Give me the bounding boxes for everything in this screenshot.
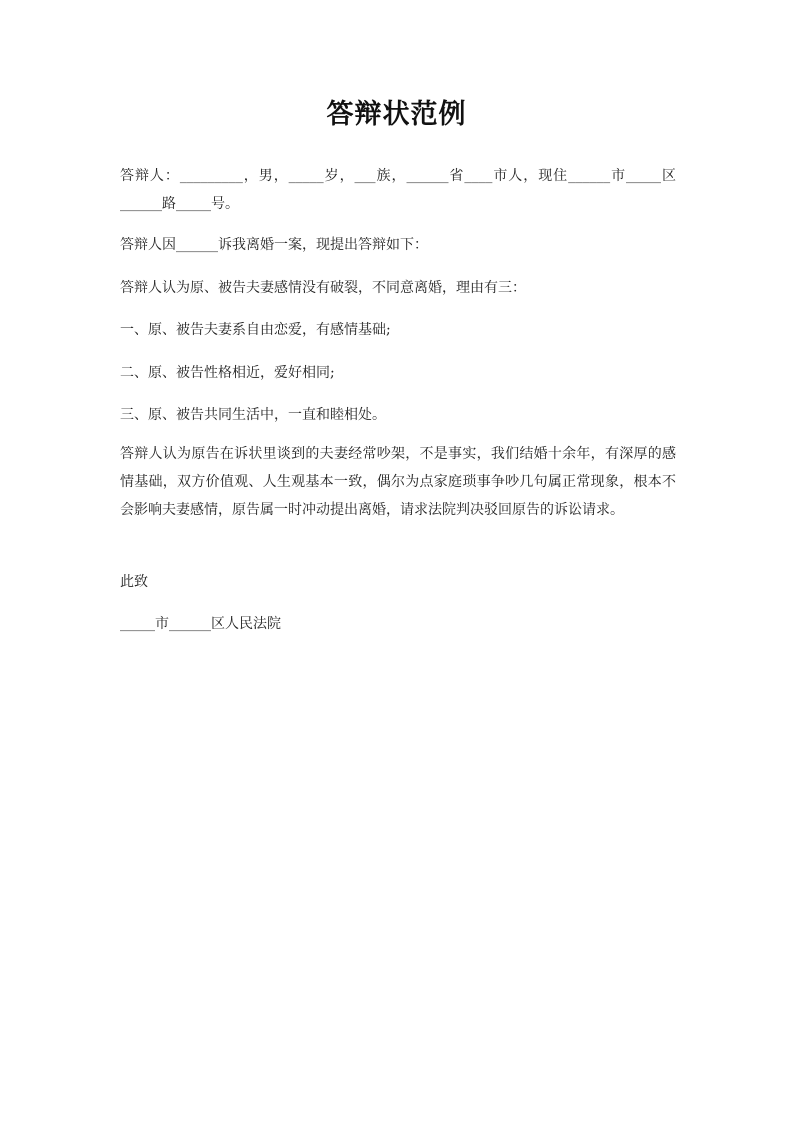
salutation-line: 此致 — [120, 574, 148, 590]
document-title: 答辩状范例 — [326, 99, 467, 130]
reason-one-paragraph: 一、原、被告夫妻系自由恋爱，有感情基础; — [120, 322, 391, 338]
rebuttal-paragraph: 答辩人认为原告在诉状里谈到的夫妻经常吵架，不是事实，我们结婚十余年，有深厚的感情基础，双方价值观、人生观基本一致，偶尔为点家庭琐事争吵几句属正常现象，根本不会影响夫妻感情，原告属一时冲动提出离婚，请求法院判决驳回原告的诉讼请求。 — [120, 446, 676, 518]
respondent-info-paragraph: 答辩人：_________，男，_____岁，___族，______省____市人，现住______市_____区______路_____号。 — [120, 168, 676, 212]
reason-three-paragraph: 三、原、被告共同生活中，一直和睦相处。 — [120, 407, 386, 423]
position-paragraph: 答辩人认为原、被告夫妻感情没有破裂，不同意离婚，理由有三： — [120, 280, 526, 296]
court-address-line: _____市______区人民法院 — [120, 616, 281, 632]
reason-two-paragraph: 二、原、被告性格相近，爱好相同; — [120, 365, 335, 381]
case-intro-paragraph: 答辩人因______诉我离婚一案，现提出答辩如下： — [120, 237, 428, 253]
